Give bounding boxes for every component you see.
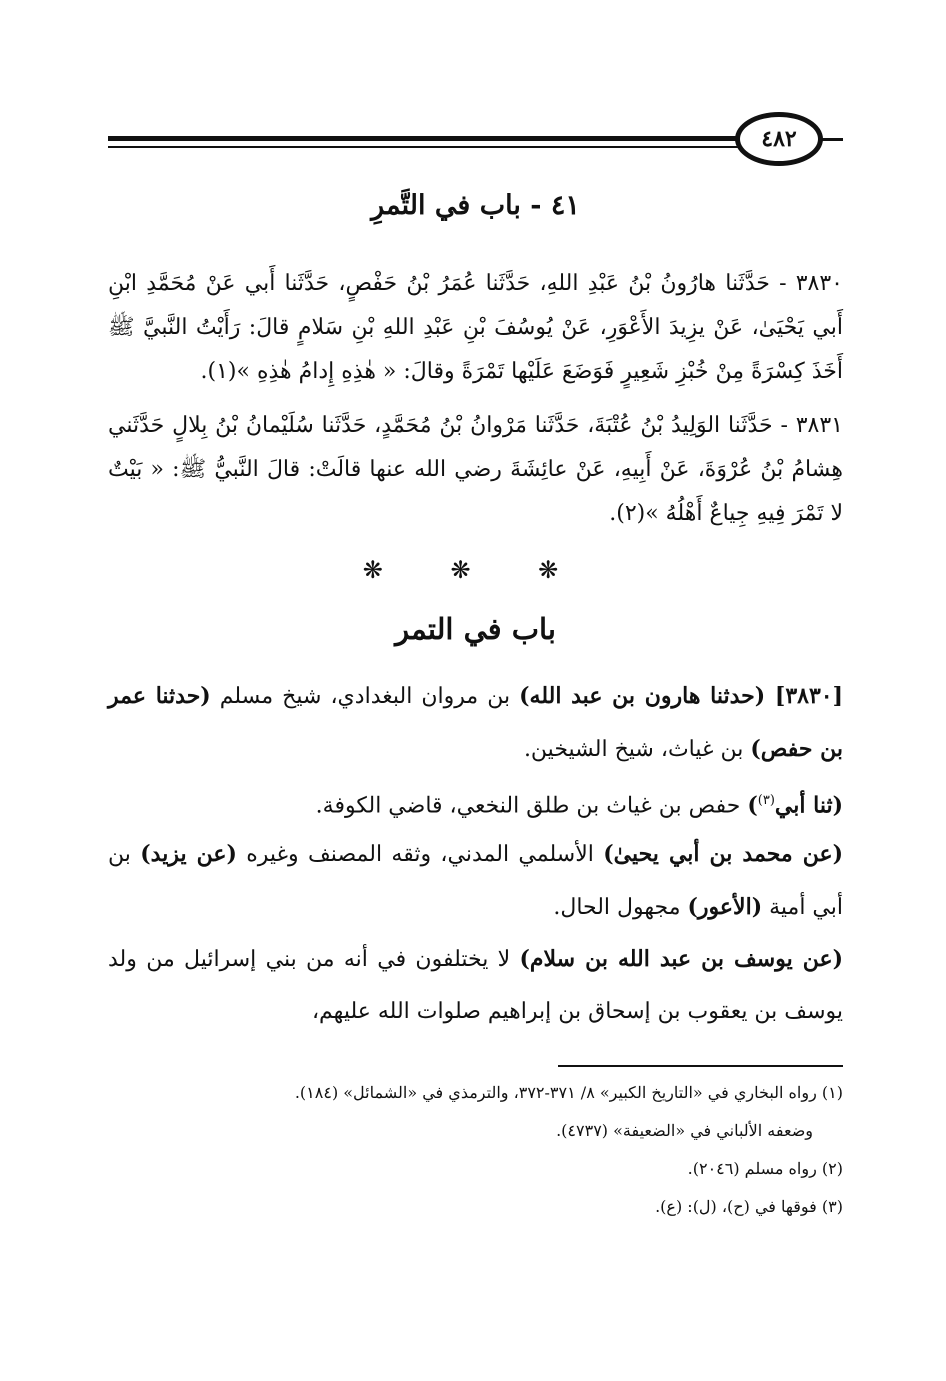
footnote-divider bbox=[558, 1065, 843, 1067]
footnote-1-continued: وضعفه الألباني في «الضعيفة» (٤٧٣٧). bbox=[556, 1121, 813, 1140]
commentary-title: باب في التمر bbox=[395, 612, 556, 646]
narrator-name: (عن يوسف بن عبد الله بن سلام) bbox=[519, 946, 843, 972]
narrator-name: (الأعور) bbox=[687, 894, 763, 920]
commentary-text: حفص بن غياث بن طلق النخعي، قاضي الكوفة. bbox=[315, 793, 748, 819]
footnote-3: (٣) فوقها في (ح)، (ل): (ع). bbox=[655, 1197, 843, 1216]
page-header bbox=[108, 110, 843, 168]
commentary-text: بن مروان البغدادي، شيخ مسلم bbox=[210, 684, 520, 709]
footnote-1: (١) رواه البخاري في «التاريخ الكبير» ٨/ ٣٧١-٣٧٢، والترمذي في «الشمائل» (١٨٤). bbox=[294, 1083, 843, 1102]
commentary-text: بن أبي أمية bbox=[108, 842, 843, 920]
footnotes bbox=[108, 1076, 843, 1228]
hadith-3830: ٣٨٣٠ - حَدَّثَنا هارُونُ بْنُ عَبْدِ اللهِ، حَدَّثَنا عُمَرُ بْنُ حَفْصٍ، حَدَّثَنا أَبي عَنْ مُحَمَّدِ ابْنِ أَبي يَحْيَىٰ، عَنْ يزِيدَ الأَعْوَرِ، عَنْ يُوسُفَ بْنِ عَبْدِ اللهِ بْنِ سَلامٍ قالَ: رَأَيْتُ النَّبيَّ ﷺ أَخَذَ كِسْرَةً مِنْ خُبْزِ شَعِيرٍ فَوَضَعَ عَلَيْها تَمْرَةً وقالَ: « هٰذِهِ إِدامُ هٰذِهِ »(١). bbox=[108, 271, 843, 384]
commentary-paragraph-3 bbox=[108, 828, 843, 934]
commentary-text: بن غياث، شيخ الشيخين. bbox=[523, 737, 751, 762]
narrator-name: [٣٨٣٠] (حدثنا هارون بن عبد الله) bbox=[519, 683, 843, 709]
footnote-ref: (٣) bbox=[757, 793, 775, 808]
commentary-text: مجهول الحال. bbox=[553, 895, 688, 920]
commentary-text: الأسلمي المدني، وثقه المصنف وغيره bbox=[236, 842, 604, 867]
header-rule-thick bbox=[108, 136, 787, 141]
section-separator: ❋ ❋ ❋ bbox=[362, 556, 589, 584]
footnote-2: (٢) رواه مسلم (٢٠٤٦). bbox=[687, 1159, 843, 1178]
narrator-name: (عن محمد بن أبي يحيىٰ) bbox=[603, 841, 843, 867]
commentary-paragraph-4 bbox=[108, 933, 843, 1038]
commentary-paragraph-2 bbox=[108, 775, 843, 832]
narrator-name: (ثنا أبي bbox=[774, 792, 843, 819]
narrator-name: (عن يزيد) bbox=[140, 841, 237, 867]
hadith-3831: ٣٨٣١ - حَدَّثَنا الوَلِيدُ بْنُ عُتْبَةَ، حَدَّثَنا مَرْوانُ بْنُ مُحَمَّدٍ، حَدَّثَنا سُلَيْمانُ بْنُ بِلالٍ حَدَّثَني هِشامُ بْنُ عُرْوَةَ، عَنْ أَبِيهِ، عَنْ عائِشَةَ رضي الله عنها قالَتْ: قالَ النَّبيُّ ﷺ: « بَيْتٌ لا تَمْرَ فِيهِ جِياعٌ أَهْلُهُ »(٢). bbox=[108, 413, 843, 526]
commentary-text: لا يختلفون في أنه من بني إسرائيل من ولد يوسف بن يعقوب بن إسحاق بن إبراهيم صلوات الله عليهم، bbox=[108, 947, 843, 1024]
narrator-close: ) bbox=[747, 792, 758, 819]
narrator-name: (حدثنا عمر بن حفص) bbox=[108, 683, 843, 762]
commentary-paragraph-1 bbox=[108, 670, 843, 776]
book-page bbox=[108, 0, 843, 1381]
header-rule-thin bbox=[108, 146, 787, 148]
page-number: ٤٨٢ bbox=[735, 112, 823, 166]
section-title: ٤١ - باب في التَّمرِ bbox=[371, 190, 580, 221]
